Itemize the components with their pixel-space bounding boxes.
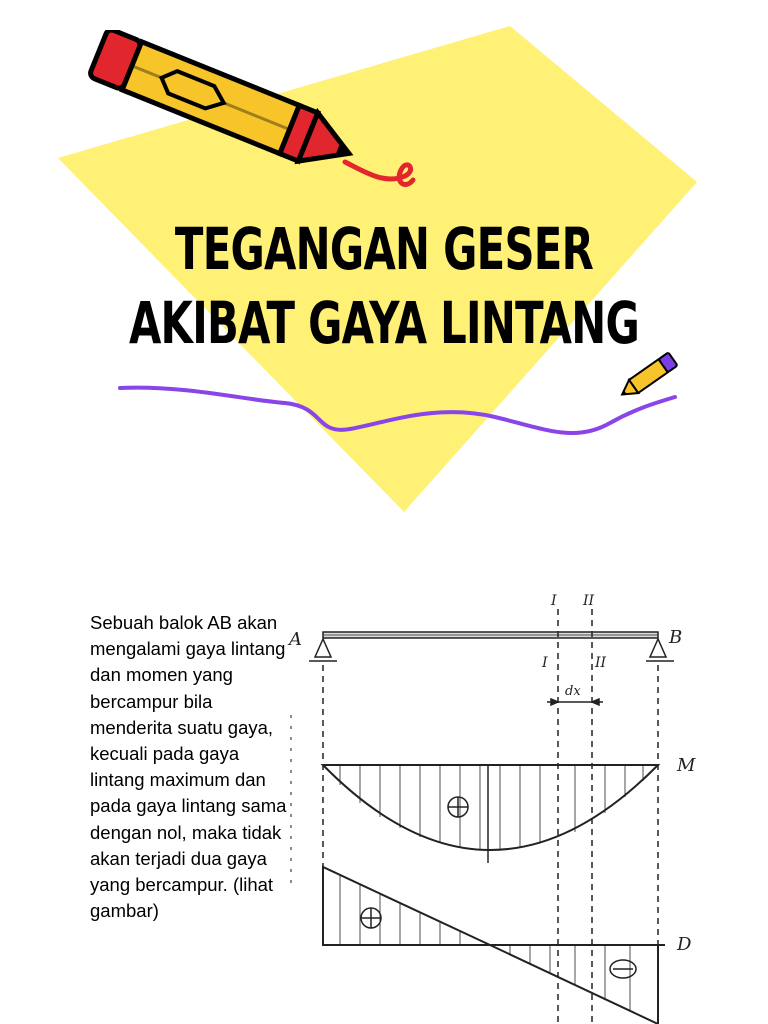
beam-shear-moment-diagram (285, 585, 705, 1024)
section-2-mid-label: II (595, 655, 607, 671)
title-line-2: AKIBAT GAYA LINTANG (128, 289, 640, 357)
shear-negative-region (490, 945, 658, 1024)
moment-diagram (323, 765, 658, 850)
purple-wave-decoration (115, 345, 695, 455)
large-pencil-icon (55, 30, 425, 200)
body-text: Sebuah balok AB akan mengalami gaya lintang dan momen yang bercampur bila menderita suatu gaya, kecuali pada gaya lintang maximum dan pada gaya lintang sama dengan nol, maka tidak akan terjadi dua gaya yang bercampur. (lihat gambar) (90, 612, 287, 922)
body-paragraph (90, 610, 290, 924)
dx-label: dx (565, 684, 581, 699)
support-a (315, 639, 331, 657)
small-pencil-icon (610, 345, 690, 405)
title-block (0, 212, 768, 360)
shear-positive-region (323, 867, 490, 945)
label-a: A (289, 629, 302, 650)
title-line-1: TEGANGAN GESER (174, 215, 594, 283)
support-b (650, 639, 666, 657)
section-2-top-label: II (583, 593, 595, 609)
section-1-top-label: I (551, 593, 557, 609)
section-1-mid-label: I (542, 655, 548, 671)
shear-label: D (677, 934, 692, 955)
label-b: B (669, 627, 683, 648)
moment-label: M (677, 755, 696, 776)
